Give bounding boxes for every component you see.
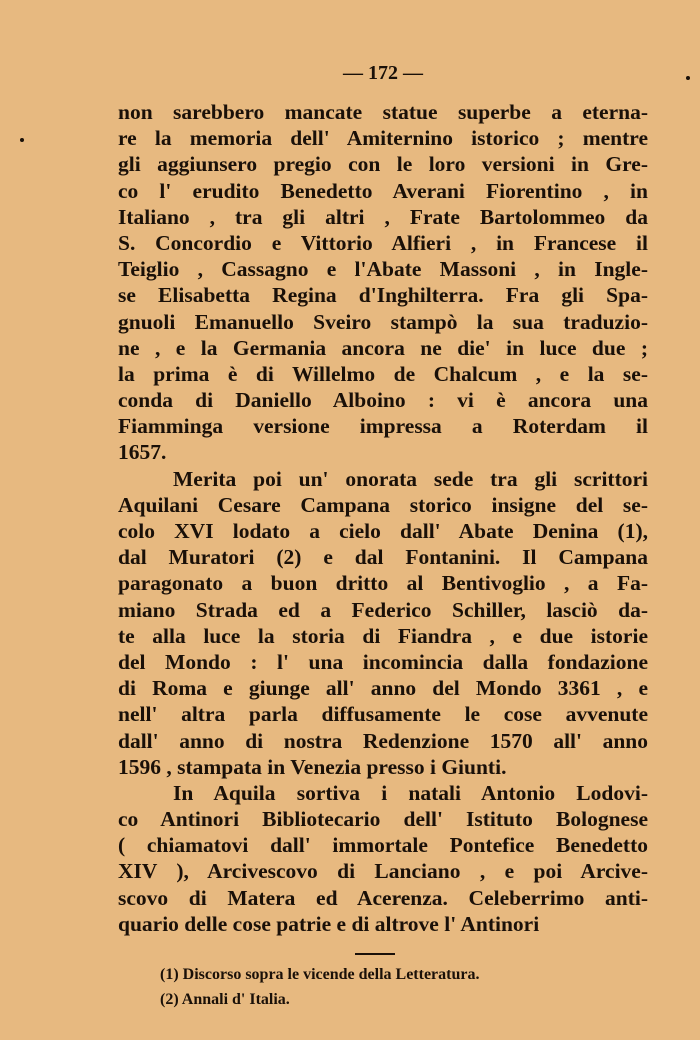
text-line: 1596 , stampata in Venezia presso i Giunti. <box>118 754 507 779</box>
footnote: (1) Discorso sopra le vicende della Letteratura. <box>160 966 480 983</box>
text-line: re la memoria dell' Amiternino istorico ; mentre <box>118 126 648 151</box>
text-line: S. Concordio e Vittorio Alfieri , in Francese il <box>118 230 648 255</box>
text-line: di Roma e giunge all' anno del Mondo 3361 , e <box>118 676 648 701</box>
text-line: dal Muratori (2) e dal Fontanini. Il Campana <box>118 545 648 570</box>
footnotes <box>160 962 479 1012</box>
text-line: se Elisabetta Regina d'Inghilterra. Fra gli Spa- <box>118 283 648 308</box>
text-line: scovo di Matera ed Acerenza. Celeberrimo anti- <box>118 885 648 910</box>
text-line: nell' altra parla diffusamente le cose avvenute <box>118 702 648 727</box>
text-line: 1657. <box>118 440 167 465</box>
text-line: la prima è di Willelmo de Chalcum , e la se- <box>118 361 648 386</box>
text-line: te alla luce la storia di Fiandra , e due istorie <box>118 623 648 648</box>
text-line: Aquilani Cesare Campana storico insigne del se- <box>118 492 648 517</box>
scan-speck <box>686 76 690 80</box>
text-line: paragonato a buon dritto al Bentivoglio , a Fa- <box>118 571 648 596</box>
text-line: quario delle cose patrie e di altrove l' Antinori <box>118 911 540 936</box>
text-line: miano Strada ed a Federico Schiller, lasciò da- <box>118 597 648 622</box>
page-number: — 172 — <box>343 62 423 84</box>
footnote-rule <box>355 953 395 955</box>
text-line: Fiamminga versione impressa a Roterdam il <box>118 414 648 439</box>
scan-speck <box>20 138 24 142</box>
text-line: conda di Daniello Alboino : vi è ancora una <box>118 388 648 413</box>
text-line: Merita poi un' onorata sede tra gli scrittori <box>173 466 648 491</box>
text-line: XIV ), Arcivescovo di Lanciano , e poi Arcive- <box>118 859 648 884</box>
text-line: ne , e la Germania ancora ne die' in luce due ; <box>118 335 648 360</box>
text-line: co l' erudito Benedetto Averani Fiorentino , in <box>118 178 648 203</box>
text-line: gli aggiunsero pregio con le loro versioni in Gre- <box>118 152 648 177</box>
text-line: gnuoli Emanuello Sveiro stampò la sua traduzio- <box>118 309 648 334</box>
text-line: dall' anno di nostra Redenzione 1570 all' anno <box>118 728 648 753</box>
text-line: colo XVI lodato a cielo dall' Abate Denina (1), <box>118 519 648 543</box>
footnote: (2) Annali d' Italia. <box>160 991 290 1008</box>
text-line: In Aquila sortiva i natali Antonio Lodovi- <box>173 780 648 805</box>
text-line: non sarebbero mancate statue superbe a eterna- <box>118 100 648 124</box>
text-line: Italiano , tra gli altri , Frate Bartolommeo da <box>118 204 648 229</box>
text-line: del Mondo : l' una incomincia dalla fondazione <box>118 649 648 674</box>
body-text <box>118 99 648 937</box>
text-line: ( chiamatovi dall' immortale Pontefice Benedetto <box>118 833 648 858</box>
text-line: Teiglio , Cassagno e l'Abate Massoni , in Ingle- <box>118 257 648 282</box>
text-line: co Antinori Bibliotecario dell' Istituto Bolognese <box>118 807 648 832</box>
